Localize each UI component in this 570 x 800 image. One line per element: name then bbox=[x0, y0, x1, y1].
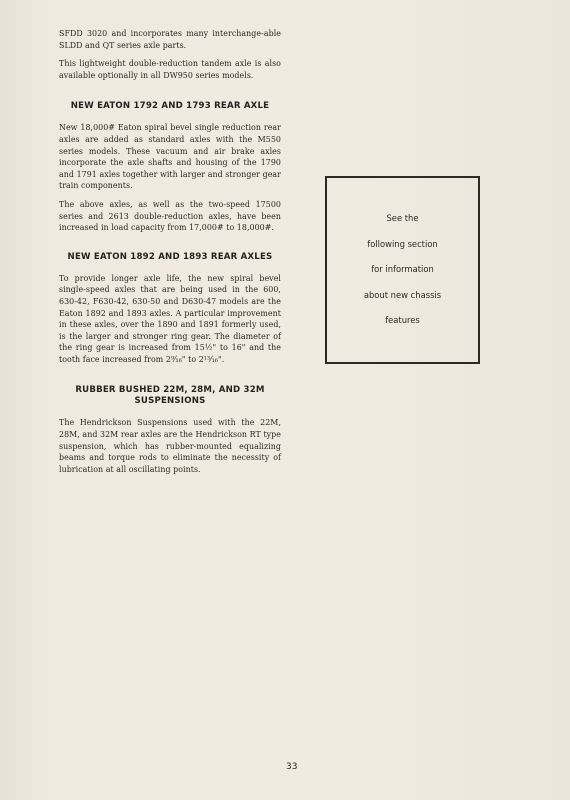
see-following-section-box bbox=[325, 176, 480, 364]
intro-paragraph-1: SFDD 3020 and incorporates many interchange-able SLDD and QT series axle parts. bbox=[59, 29, 281, 50]
left-text-column bbox=[59, 28, 281, 482]
section1-paragraph-2: The above axles, as well as the two-speed 17500 series and 2613 double-reduction axles, have been increased in load capacity from 17,000# to 18,000#. bbox=[59, 199, 281, 233]
section2-paragraph-1: To provide longer axle life, the new spiral bevel single-speed axles that are being used in the 600, 630-42, F630-42, 630-50 and D630-47 models are the Eaton 1892 and 1893 axles. A particular improvement in these axles, over the 1890 and 1891 formerly used, is the larger and stronger ring gear. The diameter of the ring gear is increased from 15½" to 16" and the tooth face increased from 2⁹⁄₁₆" to 2¹³⁄₁₆". bbox=[59, 273, 281, 364]
section-heading-rubber-bushed: RUBBER BUSHED 22M, 28M, AND 32M SUSPENSIONS bbox=[75, 385, 265, 407]
section-heading-eaton-1892: NEW EATON 1892 AND 1893 REAR AXLES bbox=[67, 251, 273, 262]
page-number: 33 bbox=[286, 762, 298, 772]
section-heading-eaton-1792: NEW EATON 1792 AND 1793 REAR AXLE bbox=[70, 101, 270, 112]
intro-paragraph-2: This lightweight double-reduction tandem axle is also available optionally in all DW950 series models. bbox=[59, 59, 281, 80]
section1-paragraph-1: New 18,000# Eaton spiral bevel single reduction rear axles are added as standard axles with the M550 series models. These vacuum and air brake axles incorporate the axle shafts and housing of the 1790 and 1791 axles together with larger and stronger gear train components. bbox=[59, 123, 281, 191]
section3-paragraph-1: The Hendrickson Suspensions used with the 22M, 28M, and 32M rear axles are the Hendrickson RT type suspension, which has rubber-mounted equalizing beams and torque rods to eliminate the necessity of lubrication at all oscillating points. bbox=[59, 418, 281, 474]
box-line-3: for information bbox=[371, 264, 434, 275]
box-line-5: features bbox=[385, 315, 420, 326]
box-line-1: See the bbox=[386, 213, 419, 224]
box-line-4: about new chassis bbox=[363, 289, 442, 300]
box-line-2: following section bbox=[367, 238, 438, 249]
